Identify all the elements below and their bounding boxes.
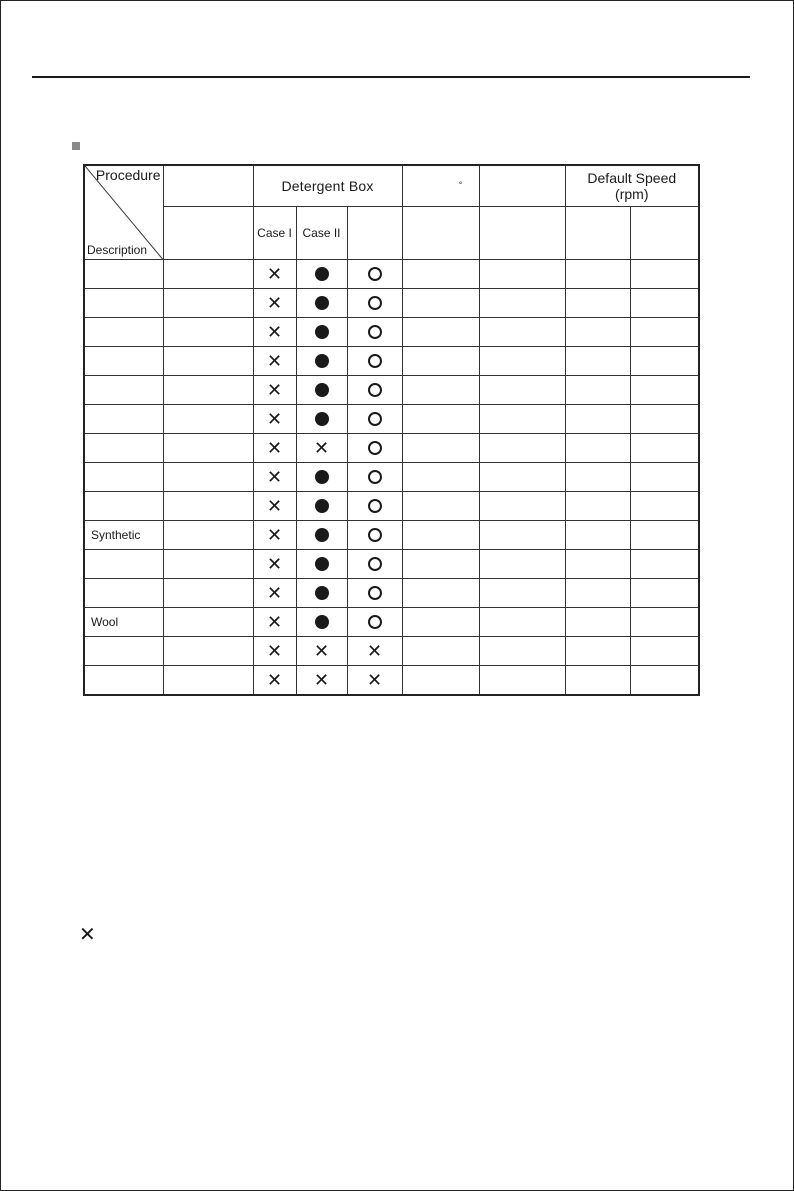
cross-icon: ✕ (366, 670, 383, 690)
table-cell (479, 550, 565, 579)
table-cell (253, 579, 296, 608)
cross-icon: ✕ (266, 583, 283, 603)
table-cell (253, 347, 296, 376)
case1-header (253, 207, 296, 260)
filled-circle-icon (315, 325, 329, 339)
open-circle-icon (368, 267, 382, 281)
table-cell (565, 521, 630, 550)
table-cell (163, 434, 253, 463)
table-cell (163, 608, 253, 637)
table-cell (347, 666, 402, 696)
table-cell (565, 434, 630, 463)
table-cell (565, 347, 630, 376)
table-cell (253, 318, 296, 347)
table-cell (253, 550, 296, 579)
table-cell (630, 347, 699, 376)
table-cell (163, 521, 253, 550)
table-row (84, 492, 699, 521)
cross-icon: ✕ (266, 496, 283, 516)
table-cell (565, 405, 630, 434)
filled-circle-icon (315, 412, 329, 426)
table-cell (296, 405, 347, 434)
filled-circle-icon (315, 296, 329, 310)
table-cell (402, 521, 479, 550)
table-cell (163, 463, 253, 492)
table-cell (479, 666, 565, 696)
table-cell (630, 579, 699, 608)
table-cell (163, 289, 253, 318)
table-cell (253, 434, 296, 463)
cross-icon: ✕ (266, 438, 283, 458)
table-cell (479, 608, 565, 637)
cross-icon: ✕ (313, 438, 330, 458)
table-cell (296, 260, 347, 289)
table-cell (402, 318, 479, 347)
procedure-description-corner (84, 165, 163, 260)
table-row (84, 318, 699, 347)
table-cell (296, 347, 347, 376)
table-row (84, 260, 699, 289)
table-row (84, 579, 699, 608)
table-cell (253, 260, 296, 289)
procedure-label: Procedure (95, 167, 161, 183)
table-cell (253, 608, 296, 637)
table-cell (630, 637, 699, 666)
table-cell (630, 376, 699, 405)
table-cell (630, 289, 699, 318)
row-label (84, 405, 163, 434)
program-table (83, 164, 700, 696)
open-circle-icon (368, 325, 382, 339)
legend-x-icon: ✕ (79, 924, 96, 946)
table-cell (253, 637, 296, 666)
table-cell (296, 579, 347, 608)
table-cell (565, 463, 630, 492)
section-bullet-icon (72, 142, 80, 150)
cross-icon: ✕ (266, 380, 283, 400)
table-cell (479, 637, 565, 666)
filled-circle-icon (315, 615, 329, 629)
cross-icon: ✕ (266, 641, 283, 661)
table-cell (296, 318, 347, 347)
table-cell (402, 347, 479, 376)
table-cell (347, 376, 402, 405)
table-cell (479, 376, 565, 405)
table-cell (347, 637, 402, 666)
open-circle-icon (368, 528, 382, 542)
table-cell (630, 608, 699, 637)
table-cell (296, 289, 347, 318)
table-cell (479, 463, 565, 492)
row-label (84, 666, 163, 696)
table-cell (347, 260, 402, 289)
cross-icon: ✕ (266, 525, 283, 545)
table-cell (479, 289, 565, 318)
filled-circle-icon (315, 470, 329, 484)
degree-symbol: ° (458, 180, 463, 190)
table-cell (565, 637, 630, 666)
table-cell (402, 376, 479, 405)
table-cell (479, 579, 565, 608)
table-row (84, 376, 699, 405)
table-row (84, 463, 699, 492)
table-cell (163, 492, 253, 521)
table-cell (630, 492, 699, 521)
table-cell (402, 260, 479, 289)
open-circle-icon (368, 354, 382, 368)
table-cell (296, 550, 347, 579)
row-label (84, 260, 163, 289)
cross-icon: ✕ (266, 293, 283, 313)
case1-label: Case I (257, 226, 292, 240)
table-row (84, 289, 699, 318)
detergent-box-label: Detergent Box (281, 178, 374, 194)
header-rule (32, 76, 750, 78)
subheader-col-5 (347, 207, 402, 260)
table-cell (253, 289, 296, 318)
row-label (84, 376, 163, 405)
table-cell (402, 434, 479, 463)
open-circle-icon (368, 615, 382, 629)
table-cell (347, 521, 402, 550)
table-cell (296, 608, 347, 637)
table-cell (347, 492, 402, 521)
cross-icon: ✕ (266, 670, 283, 690)
cross-icon: ✕ (266, 612, 283, 632)
detergent-box-header (253, 165, 402, 207)
table-cell (296, 434, 347, 463)
table-cell (565, 550, 630, 579)
table-cell (565, 289, 630, 318)
open-circle-icon (368, 412, 382, 426)
table-row (84, 347, 699, 376)
table-cell (565, 260, 630, 289)
open-circle-icon (368, 499, 382, 513)
table-row (84, 405, 699, 434)
subheader-col-9 (630, 207, 699, 260)
filled-circle-icon (315, 528, 329, 542)
filled-circle-icon (315, 586, 329, 600)
table-cell (479, 492, 565, 521)
table-cell (402, 608, 479, 637)
table-cell (479, 521, 565, 550)
table-cell (630, 521, 699, 550)
case2-header (296, 207, 347, 260)
table-cell (347, 608, 402, 637)
filled-circle-icon (315, 354, 329, 368)
row-label (84, 289, 163, 318)
table-cell (253, 666, 296, 696)
row-label (84, 579, 163, 608)
table-cell (479, 405, 565, 434)
open-circle-icon (368, 557, 382, 571)
subheader-col-8 (565, 207, 630, 260)
row-label (84, 318, 163, 347)
table-cell (253, 521, 296, 550)
description-label: Description (87, 243, 148, 257)
cross-icon: ✕ (266, 322, 283, 342)
table-cell (402, 550, 479, 579)
table-cell (402, 492, 479, 521)
row-label (84, 550, 163, 579)
cross-icon: ✕ (366, 641, 383, 661)
row-label (84, 463, 163, 492)
table-cell (296, 376, 347, 405)
filled-circle-icon (315, 383, 329, 397)
table-cell (163, 579, 253, 608)
filled-circle-icon (315, 557, 329, 571)
default-speed-header (565, 165, 699, 207)
table-cell (630, 550, 699, 579)
table-row (84, 434, 699, 463)
cross-icon: ✕ (313, 670, 330, 690)
table-cell (163, 347, 253, 376)
table-cell (296, 637, 347, 666)
table-cell (565, 492, 630, 521)
table-row (84, 521, 699, 550)
table-cell (565, 666, 630, 696)
table-row (84, 637, 699, 666)
table-cell (253, 492, 296, 521)
table-row (84, 550, 699, 579)
filled-circle-icon (315, 499, 329, 513)
table-cell (253, 376, 296, 405)
table-cell (402, 405, 479, 434)
table-cell (402, 666, 479, 696)
table-cell (163, 405, 253, 434)
cross-icon: ✕ (266, 351, 283, 371)
row-label (84, 347, 163, 376)
open-circle-icon (368, 296, 382, 310)
table-cell (163, 376, 253, 405)
table-cell (630, 434, 699, 463)
table-cell (630, 405, 699, 434)
table-cell (347, 318, 402, 347)
table-cell (163, 550, 253, 579)
table-cell (402, 289, 479, 318)
cross-icon: ✕ (266, 409, 283, 429)
table-cell (296, 463, 347, 492)
table-cell (565, 376, 630, 405)
table-cell (630, 318, 699, 347)
table-cell (630, 260, 699, 289)
table-cell (163, 666, 253, 696)
table-cell (402, 579, 479, 608)
table-cell (163, 318, 253, 347)
table-row (84, 666, 699, 696)
table-cell (347, 289, 402, 318)
table-cell (163, 260, 253, 289)
row-label: Synthetic (84, 521, 163, 550)
open-circle-icon (368, 470, 382, 484)
cross-icon: ✕ (266, 554, 283, 574)
subheader-col-7 (479, 207, 565, 260)
table-cell (479, 260, 565, 289)
table-cell (630, 463, 699, 492)
table-cell (565, 608, 630, 637)
row-label (84, 434, 163, 463)
table-cell (347, 347, 402, 376)
table-cell (479, 347, 565, 376)
subheader-col-6 (402, 207, 479, 260)
row-label (84, 492, 163, 521)
table-cell (347, 405, 402, 434)
speed-unit-label: (rpm) (615, 186, 649, 202)
table-cell (163, 637, 253, 666)
table-cell (479, 434, 565, 463)
table-cell (296, 492, 347, 521)
table-cell (402, 463, 479, 492)
case2-label: Case II (302, 226, 341, 240)
table-cell (296, 666, 347, 696)
open-circle-icon (368, 586, 382, 600)
header-col-7 (479, 165, 565, 207)
table-row (84, 608, 699, 637)
table-cell (347, 463, 402, 492)
table-cell (253, 463, 296, 492)
row-label: Wool (84, 608, 163, 637)
default-speed-label: Default Speed (587, 170, 677, 186)
table-body (84, 260, 699, 696)
header-col-2 (163, 165, 253, 207)
table-cell (296, 521, 347, 550)
table-cell (565, 318, 630, 347)
subheader-col-2 (163, 207, 253, 260)
open-circle-icon (368, 383, 382, 397)
cross-icon: ✕ (266, 467, 283, 487)
table-cell (630, 666, 699, 696)
table-cell (479, 318, 565, 347)
table-cell (347, 550, 402, 579)
temperature-header (402, 165, 479, 207)
filled-circle-icon (315, 267, 329, 281)
cross-icon: ✕ (266, 264, 283, 284)
table-cell (253, 405, 296, 434)
table-cell (565, 579, 630, 608)
row-label (84, 637, 163, 666)
table-cell (402, 637, 479, 666)
open-circle-icon (368, 441, 382, 455)
table-cell (347, 434, 402, 463)
table-cell (347, 579, 402, 608)
cross-icon: ✕ (313, 641, 330, 661)
